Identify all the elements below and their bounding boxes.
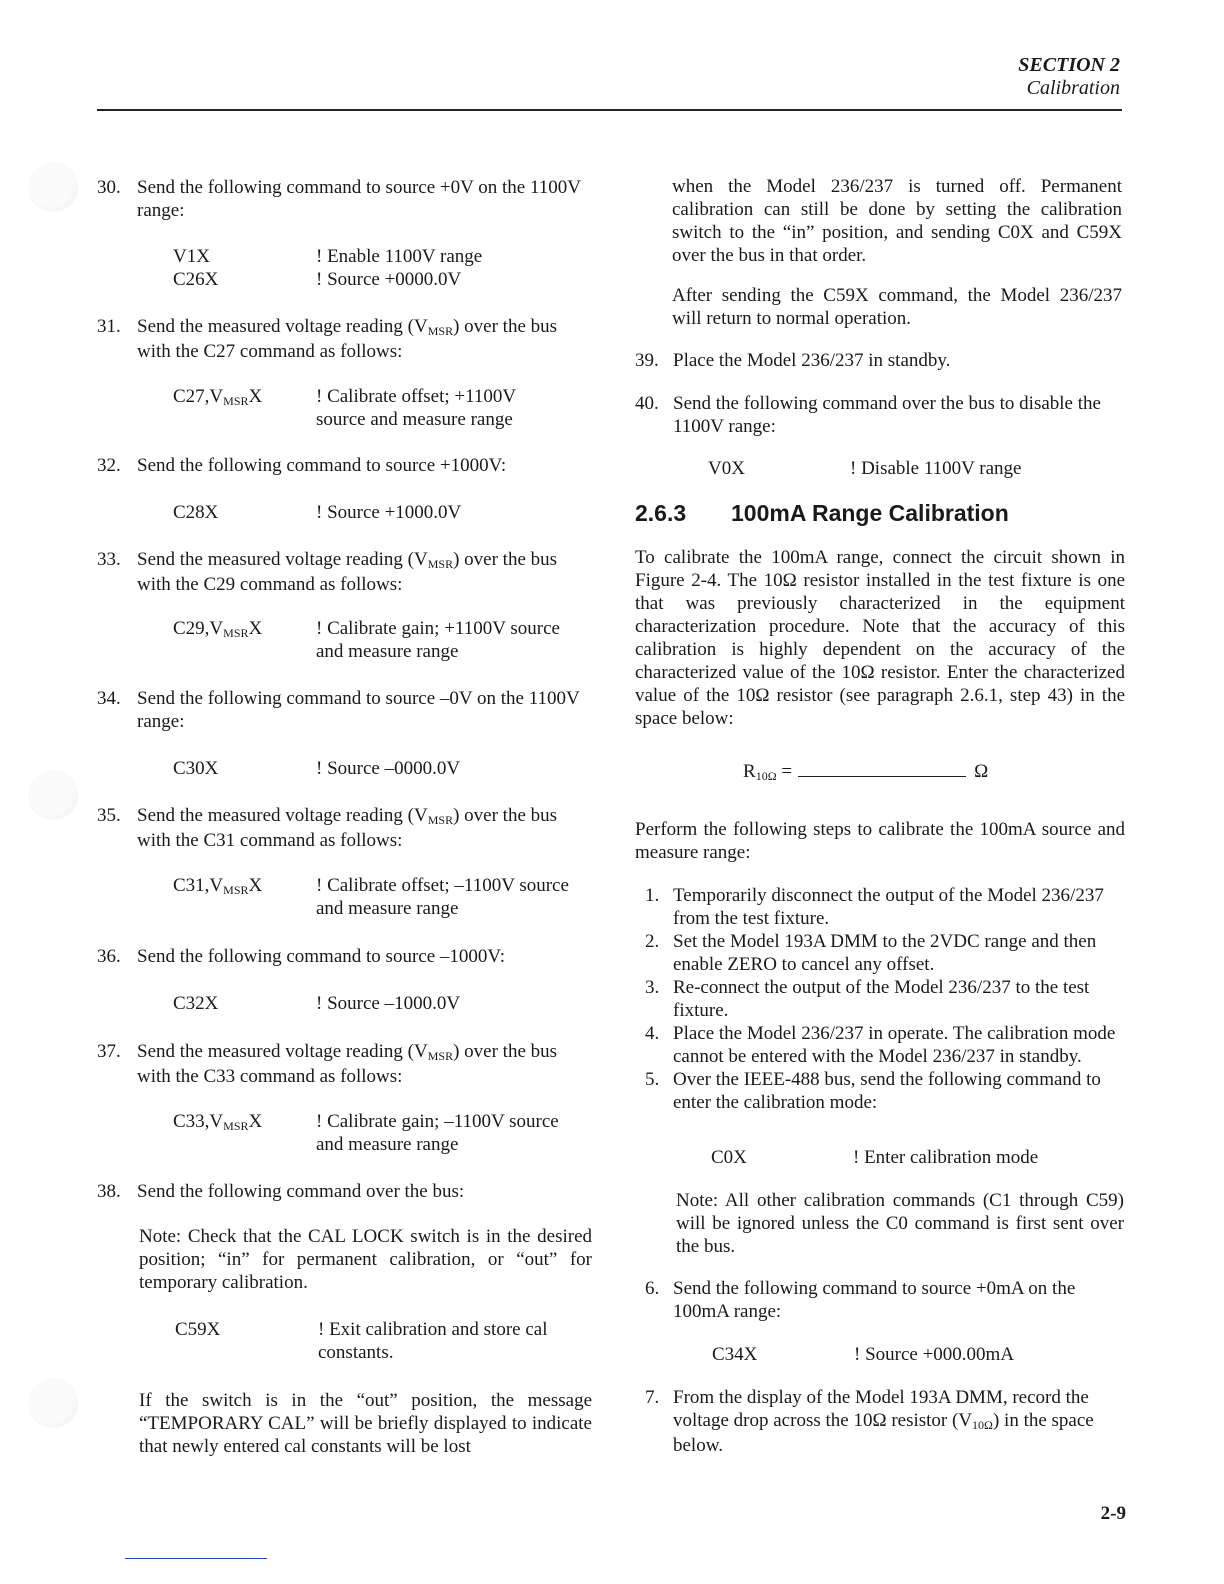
command-code: V1X xyxy=(173,246,210,267)
command-code: V0X xyxy=(708,458,745,479)
step-text: Temporarily disconnect the output of the Model 236/237 from the test fixture. xyxy=(673,885,1104,929)
section-heading xyxy=(635,499,1125,527)
list-item xyxy=(635,884,1125,930)
step-number: 4. xyxy=(645,1023,660,1044)
command-code-text: X xyxy=(248,386,263,407)
numbered-list xyxy=(635,884,1125,1114)
step-text: Send the measured voltage reading (V xyxy=(137,316,428,337)
step-number: 39. xyxy=(635,350,659,371)
command-line xyxy=(711,1146,1201,1169)
command-code xyxy=(173,1110,262,1135)
command-code xyxy=(173,617,262,642)
step-text: Send the following command over the bus to disable the 1100V range: xyxy=(673,393,1101,437)
step-text: ) over the bus with the C33 command as follows: xyxy=(137,1041,558,1087)
step-text: Send the following command to source –1000V: xyxy=(137,946,505,967)
command-code-text: C31,V xyxy=(173,875,224,896)
command-comment: ! Enable 1100V range xyxy=(316,246,483,267)
step-30 xyxy=(97,176,592,222)
step-number: 30. xyxy=(97,177,121,198)
step-text: Send the following command over the bus: xyxy=(137,1181,465,1202)
command-code-text: X xyxy=(248,875,263,896)
section-title: Calibration xyxy=(1026,77,1120,99)
step-number: 37. xyxy=(97,1041,121,1062)
command-comment: ! Enter calibration mode xyxy=(853,1147,1039,1168)
command-line xyxy=(173,617,593,663)
step-number: 1. xyxy=(645,885,660,906)
subscript: MSR xyxy=(223,1119,249,1133)
command-line xyxy=(173,245,668,291)
command-code-text: X xyxy=(248,618,263,639)
heading-number: 2.6.3 xyxy=(635,500,687,526)
command-code xyxy=(173,385,262,410)
command-code: C34X xyxy=(712,1344,758,1365)
paragraph: Perform the following steps to calibrate the 100mA source and measure range: xyxy=(635,819,1125,863)
step-6 xyxy=(635,1277,1125,1323)
subscript: 10Ω xyxy=(972,1418,993,1432)
step-text: Send the following command to source +0V on the 1100V range: xyxy=(137,177,581,221)
command-line xyxy=(173,874,593,920)
command-comment: ! Source –0000.0V xyxy=(316,758,461,779)
command-comment: ! Source –1000.0V xyxy=(316,993,461,1014)
step-text: Place the Model 236/237 in operate. The calibration mode cannot be entered with the Model 236/237 in standby. xyxy=(673,1023,1116,1067)
subscript: MSR xyxy=(427,813,454,827)
step-33 xyxy=(97,548,592,596)
punch-hole xyxy=(28,162,78,212)
command-comment: ! Calibrate offset; +1100V source and measure range xyxy=(316,386,516,430)
subscript: MSR xyxy=(427,1049,454,1063)
punch-hole xyxy=(28,770,78,820)
formula-symbol: R xyxy=(743,761,756,782)
step-number: 38. xyxy=(97,1181,121,1202)
step-35 xyxy=(97,804,592,852)
command-code: C28X xyxy=(173,502,219,523)
command-comment: ! Exit calibration and store cal constants. xyxy=(318,1319,548,1363)
command-comment: ! Calibrate gain; –1100V source and measure range xyxy=(316,1111,559,1155)
step-38 xyxy=(97,1180,592,1203)
command-code: C30X xyxy=(173,758,219,779)
step-37 xyxy=(97,1040,592,1088)
step-text: Place the Model 236/237 in standby. xyxy=(673,350,951,371)
subscript: MSR xyxy=(427,324,454,338)
command-code: C59X xyxy=(175,1319,221,1340)
step-number: 32. xyxy=(97,455,121,476)
step-32 xyxy=(97,454,592,477)
command-line xyxy=(173,1110,593,1156)
step-number: 5. xyxy=(645,1069,660,1090)
list-item xyxy=(635,930,1125,976)
step-text: ) over the bus with the C31 command as follows: xyxy=(137,805,558,851)
step-number: 34. xyxy=(97,688,121,709)
step-text: Send the following command to source +0mA on the 100mA range: xyxy=(673,1278,1076,1322)
subscript: MSR xyxy=(223,394,249,408)
command-line xyxy=(712,1343,1202,1366)
list-item xyxy=(635,1022,1125,1068)
section-label: SECTION 2 xyxy=(1018,54,1120,76)
formula-equals: = xyxy=(776,761,793,782)
step-number: 31. xyxy=(97,316,121,337)
step-text: ) over the bus with the C29 command as follows: xyxy=(137,549,558,595)
command-line xyxy=(173,385,593,431)
step-36 xyxy=(97,945,592,968)
step-text: ) in the space below. xyxy=(673,1410,1094,1456)
header-rule xyxy=(97,109,1122,111)
subscript: MSR xyxy=(223,883,249,897)
command-comment: ! Source +0000.0V xyxy=(316,269,462,290)
punch-hole xyxy=(28,1378,78,1428)
step-text: Send the measured voltage reading (V xyxy=(137,549,428,570)
step-text: Re-connect the output of the Model 236/237 to the test fixture. xyxy=(673,977,1090,1021)
step-number: 6. xyxy=(645,1278,660,1299)
blank-line xyxy=(798,760,966,777)
page-header xyxy=(1018,54,1120,100)
subscript: MSR xyxy=(427,557,454,571)
list-item xyxy=(635,1068,1125,1114)
command-code xyxy=(173,874,262,899)
formula xyxy=(743,760,1224,784)
subscript: 10Ω xyxy=(755,769,777,783)
command-line xyxy=(708,457,1198,480)
step-text: ) over the bus with the C27 command as follows: xyxy=(137,316,558,362)
paragraph: To calibrate the 100mA range, connect the circuit shown in Figure 2-4. The 10Ω resistor installed in the test fixture is one that was previously characterized in the equipment characterization procedure. Note that the accuracy of this calibration is highly dependent on the accuracy of the characterized value of the 10Ω resistor. Enter the characterized value of the 10Ω resistor (see paragraph 2.6.1, step 43) in the space below: xyxy=(635,547,1125,729)
paragraph: when the Model 236/237 is turned off. Permanent calibration can still be done by setting the calibration switch to the “in” position, and sending C0X and C59X over the bus in that order. xyxy=(672,176,1122,266)
step-text: Send the following command to source +1000V: xyxy=(137,455,507,476)
command-line xyxy=(173,501,668,524)
command-code-text: C27,V xyxy=(173,386,224,407)
command-comment: ! Source +1000.0V xyxy=(316,502,462,523)
step-number: 40. xyxy=(635,393,659,414)
command-code: C26X xyxy=(173,269,219,290)
step-text: Send the measured voltage reading (V xyxy=(137,805,428,826)
command-code-text: X xyxy=(248,1111,263,1132)
step-number: 7. xyxy=(645,1387,660,1408)
step-text: Send the measured voltage reading (V xyxy=(137,1041,428,1062)
step-number: 36. xyxy=(97,946,121,967)
command-line xyxy=(175,1318,595,1364)
step-34 xyxy=(97,687,592,733)
blue-rule xyxy=(125,1558,267,1559)
page-number: 2-9 xyxy=(1100,1503,1126,1524)
step-40 xyxy=(635,392,1125,438)
paragraph: After sending the C59X command, the Model 236/237 will return to normal operation. xyxy=(672,285,1122,329)
step-number: 35. xyxy=(97,805,121,826)
step-39 xyxy=(635,349,1125,372)
subscript: MSR xyxy=(223,626,249,640)
command-comment: ! Calibrate offset; –1100V source and measure range xyxy=(316,875,569,919)
paragraph: If the switch is in the “out” position, the message “TEMPORARY CAL” will be briefly displayed to indicate that newly entered cal constants will be lost xyxy=(139,1390,592,1457)
note: Note: All other calibration commands (C1 through C59) will be ignored unless the C0 command is first sent over the bus. xyxy=(676,1190,1124,1257)
step-number: 2. xyxy=(645,931,660,952)
step-text: Send the following command to source –0V on the 1100V range: xyxy=(137,688,580,732)
command-code: C0X xyxy=(711,1147,747,1168)
step-number: 3. xyxy=(645,977,660,998)
step-text: From the display of the Model 193A DMM, record the voltage drop across the 10Ω resistor (V xyxy=(673,1387,1089,1431)
step-text: Over the IEEE-488 bus, send the following command to enter the calibration mode: xyxy=(673,1069,1101,1113)
heading-title: 100mA Range Calibration xyxy=(731,500,1009,526)
list-item xyxy=(635,976,1125,1022)
command-code-text: C29,V xyxy=(173,618,224,639)
step-number: 33. xyxy=(97,549,121,570)
command-code-text: C33,V xyxy=(173,1111,224,1132)
step-7 xyxy=(635,1386,1125,1457)
command-comment: ! Calibrate gain; +1100V source and measure range xyxy=(316,618,560,662)
command-comment: ! Disable 1100V range xyxy=(850,458,1022,479)
formula-unit: Ω xyxy=(974,761,989,782)
command-comment: ! Source +000.00mA xyxy=(854,1344,1015,1365)
step-text: Set the Model 193A DMM to the 2VDC range and then enable ZERO to cancel any offset. xyxy=(673,931,1097,975)
command-line xyxy=(173,757,668,780)
step-31 xyxy=(97,315,592,363)
command-line xyxy=(173,992,668,1015)
command-code: C32X xyxy=(173,993,219,1014)
note: Note: Check that the CAL LOCK switch is in the desired position; “in” for permanent calibration, or “out” for temporary calibration. xyxy=(139,1226,592,1293)
